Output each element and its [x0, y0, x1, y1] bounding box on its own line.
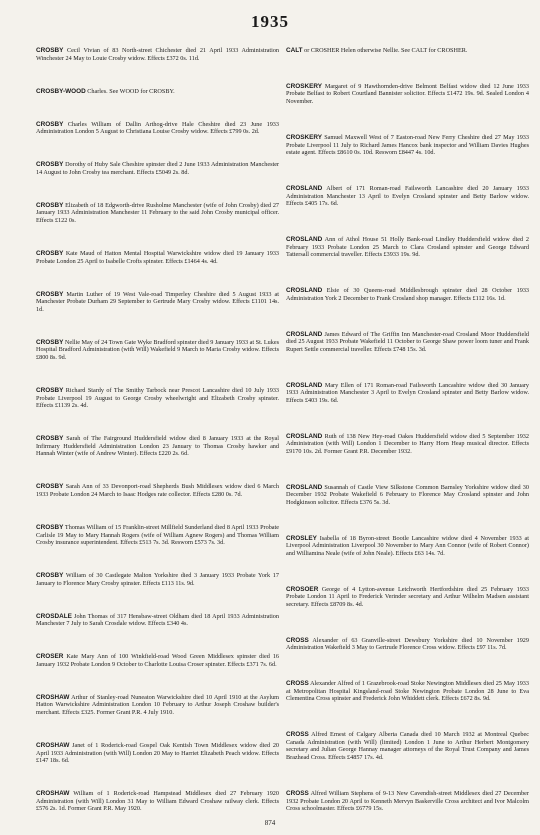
probate-entry: [286, 134, 529, 157]
entry-text: Richard Stardy of The Smithy Tarbock near Prescot Lancashire died 10 July 1933 Probate Liverpool 19 August to George Crosby wheelwright and Elizabeth Crosby spinster. Effects £1139 2s. 4d.: [36, 386, 280, 410]
entry-surname: CROSHAW: [36, 693, 70, 701]
probate-entry: [286, 586, 529, 609]
left-column: [36, 47, 279, 813]
probate-entry: [36, 161, 279, 176]
entry-surname: CROSBY: [36, 483, 64, 491]
entry-text: William of 1 Roderick-road Hampstead Middlesex died 27 February 1920 Administration (with Will) London 31 May to William Edward Croshaw railway clerk. Effects £576 2s. 1d. Former Grant P.R. May 1920.: [36, 790, 279, 813]
entry-text: or CROSHER Helen otherwise Nellie. See CALT for CROSHER.: [304, 47, 468, 54]
entry-surname: CROSBY: [36, 120, 64, 128]
entry-surname: CROSKERY: [286, 133, 322, 141]
entry-surname: CROSDALE: [36, 612, 72, 620]
entry-surname: CROSBY: [36, 201, 64, 209]
entry-surname: CROSHAW: [36, 790, 70, 798]
probate-entry: [286, 236, 529, 259]
probate-entry: [36, 694, 279, 717]
entry-text: Dorothy of Huby Sale Cheshire spinster died 2 June 1933 Administration Manchester 14 August to John Crosby tea merchant. Effects £5049 2s. 8d.: [36, 161, 279, 176]
entry-text: Alexander Alfred of 1 Grazebrook-road Stoke Newington Middlesex died 25 May 1933 at Metropolitan Hospital Kingsland-road Stoke Newington Probate London 28 June to Eva Clementina Cross spinster and Frederick John Whiddett clerk. Effects £672 8s. 9d.: [286, 680, 529, 703]
probate-entry: [36, 202, 279, 225]
entry-surname: CROSS: [286, 636, 309, 644]
entry-surname: CROSLAND: [286, 330, 323, 338]
entry-surname: CROSBY: [36, 290, 64, 298]
probate-entry: [286, 185, 529, 208]
probate-entry: [36, 291, 279, 314]
probate-entry: [36, 524, 279, 547]
entry-text: Kate Maud of Hatton Mental Hospital Warwickshire widow died 19 January 1933 Probate London 25 April to Isabelle Crofts spinster. Effects £1464 4s. 4d.: [36, 249, 280, 265]
entry-text: Thomas William of 15 Franklin-street Millfield Sunderland died 8 April 1933 Probate Carlisle 19 May to Mary Hannah Rogers (wife of William Agnew Rogers) and Thomas William Crosby insurance superintendent. Effects £513 7s. 3d. Resworn £573 7s. 3d.: [36, 523, 279, 547]
probate-entry: [286, 83, 529, 106]
entry-surname: CROSOER: [286, 585, 319, 593]
entry-text: Kate Mary Ann of 100 Winkfield-road Wood Green Middlesex spinster died 16 January 1932 Probate London 9 October to Charlotte Louisa Croser spinster. Effects £371 7s. 6d.: [36, 653, 280, 668]
entry-surname: CROSS: [286, 680, 309, 688]
entry-text: Alfred William Stephens of 9-13 New Cavendish-street Middlesex died 27 December 1932 Probate London 20 April to Kenneth Mervyn Baskerville Cross architect and Ivor Malcolm Cross schoolmaster. Effects £6779 15s.: [286, 789, 529, 813]
probate-entry: [286, 382, 529, 405]
entry-surname: CROSBY: [36, 161, 64, 169]
entry-text: Cecil Vivian of 83 North-street Chichester died 21 April 1933 Administration Winchester 24 May to Louie Crosby widow. Effects £372 0s. 11d.: [36, 47, 280, 62]
entry-text: William of 30 Castlegate Malton Yorkshire died 3 January 1933 Probate York 17 January to Florence Mary Crosby spinster. Effects £113 11s. 9d.: [36, 572, 279, 587]
entry-text: George of 4 Lytton-avenue Letchworth Hertfordshire died 25 February 1933 Probate London 11 April to Frederick Verinder secretary and Arthur Wilhelm Madsen assistant secretary. Effects £8709 8s. 4d.: [286, 585, 529, 608]
probate-entry: [286, 680, 529, 703]
entry-text: Isabella of 18 Byron-street Bootle Lancashire widow died 4 November 1933 at Liverpool Administration Liverpool 30 November to Mary Ann Connor (wife of Robert Connor) and Williamina Neale (wife of John Neale). Effects £63 14s. 7d.: [286, 534, 530, 557]
entry-surname: CROSBY: [36, 249, 64, 257]
probate-entry: [286, 47, 529, 55]
page-number: 874: [264, 819, 276, 827]
entry-surname: CROSLAND: [286, 236, 323, 243]
entry-surname: CROSBY: [36, 435, 64, 443]
entry-text: Ruth of 138 New Hey-road Oakes Huddersfield widow died 5 September 1932 Administration (with Will) London 1 December to Harry Horn Heap musical director. Effects £9170 10s. 2d. Former Grant P.R. December 1932.: [286, 432, 529, 455]
probate-entry: [36, 653, 279, 668]
entry-surname: CROSBY-WOOD: [36, 87, 86, 95]
probate-entry: [286, 637, 529, 652]
entry-text: Albert of 171 Roman-road Failsworth Lancashire died 20 January 1933 Administration Manchester 13 April to Evelyn Crosland spinster and Betty Barlow widow. Effects £405 17s. 6d.: [286, 184, 529, 208]
probate-entry: [286, 484, 529, 507]
probate-entry: [286, 731, 529, 761]
probate-entry: [36, 742, 279, 765]
entry-text: Elsie of 30 Queens-road Middlesbrough spinster died 28 October 1933 Administration York 2 December to Frank Crosland shop manager. Effects £112 16s. 1d.: [286, 287, 530, 302]
probate-entry: [36, 790, 279, 813]
entry-surname: CROSLAND: [286, 184, 323, 192]
entry-text: Arthur of Stanley-road Nuneaton Warwickshire died 10 April 1910 at the Asylum Hatton Warwickshire Administration London 10 February to Arthur Joseph Croshaw builder's merchant. Effects £325. Former Grant P.R. 4 July 1910.: [36, 693, 279, 717]
probate-entry: [36, 339, 279, 362]
entry-surname: CROSS: [286, 731, 309, 739]
entry-text: Charles William of Dallin Arthog-drive Hale Cheshire died 23 June 1933 Administration London 5 August to Christiana Louise Crosby widow. Effects £799 0s. 2d.: [36, 120, 279, 136]
entry-text: Nellie May of 24 Town Gate Wyke Bradford spinster died 9 January 1933 at St. Lukes Hospital Bradford Administration (with Will) Wakefield 9 March to Maria Crosby widow. Effects £800 8s. 9d.: [36, 338, 279, 361]
entry-text: Ann of Athol House 51 Holly Bank-road Lindley Huddersfield widow died 2 February 1933 Probate London 25 March to Clara Crosland spinster and George Edward Tattersall commercial traveller. Effects £3933 19s. 9d.: [286, 236, 529, 259]
entry-surname: CROSLEY: [286, 534, 317, 542]
entry-surname: CROSLAND: [286, 483, 323, 491]
probate-entry: [36, 613, 279, 628]
entry-surname: CROSBY: [36, 338, 64, 346]
entry-surname: CALT: [286, 47, 303, 54]
entry-surname: CROSER: [36, 653, 64, 661]
probate-entry: [286, 535, 529, 558]
probate-entry: [36, 435, 279, 458]
probate-entry: [286, 331, 529, 354]
probate-entry: [36, 47, 279, 62]
entry-surname: CROSBY: [36, 523, 64, 531]
entry-text: Alexander of 63 Granville-street Dewsbury Yorkshire died 10 November 1929 Administration Wakefield 3 May to Gertrude Florence Cross widow. Effects £97 11s. 7d.: [286, 636, 529, 652]
entry-surname: CROSLAND: [286, 287, 323, 295]
probate-entry: [36, 121, 279, 136]
entry-surname: CROSKERY: [286, 82, 322, 90]
entry-text: Sarah Ann of 33 Devonport-road Shepherds Bush Middlesex widow died 6 March 1933 Probate London 24 March to Isaac Hodges rate collector. Effects £280 0s. 7d.: [36, 483, 279, 498]
entry-surname: CROSHAW: [36, 742, 70, 750]
entry-text: Susannah of Castle View Silkstone Common Barnsley Yorkshire widow died 30 December 1932 Probate Wakefield 6 February to Florence May Crosland spinster and John Hodgkinson solicitor. Effects £376 5s. 3d.: [286, 483, 529, 506]
probate-entry: [36, 250, 279, 265]
entry-text: Mary Ellen of 171 Roman-road Failsworth Lancashire widow died 30 January 1933 Administration Manchester 3 April to Evelyn Crosland spinster and Betty Barlow widow. Effects £403 19s. 6d.: [286, 381, 530, 404]
entry-text: Alfred Ernest of Calgary Alberta Canada died 10 March 1932 at Montreal Quebec Canada Administration (with Will) (limited) London 1 June to Arthur Herbert Montgomery secretary and Julian George Hannay manager attorneys of the Royal Trust Company and James Brazhead Cross. Effects £4857 17s. 4d.: [286, 731, 529, 762]
probate-entry: [36, 572, 279, 587]
entry-text: Charles. See WOOD for CROSBY.: [87, 87, 175, 95]
entry-text: Janet of 1 Roderick-road Gospel Oak Kentish Town Middlesex widow died 20 April 1933 Administration (with Will) London 20 May to Harriet Elizabeth Peach widow. Effects £147 18s. 6d.: [36, 742, 280, 765]
entry-surname: CROSBY: [36, 386, 64, 394]
probate-entry: [286, 433, 529, 456]
entry-text: Samuel Maxwell West of 7 Easton-road New Ferry Cheshire died 27 May 1933 Probate Liverpool 11 July to Richard James Hancox bank inspector and William Davies Hughes estate agent. Effects £8610 0s. 10d. Resworn £8447 4s. 10d.: [286, 133, 529, 157]
probate-entry: [36, 387, 279, 410]
probate-entry: [286, 790, 529, 813]
entry-text: Sarah of The Fairground Huddersfield widow died 8 January 1933 at the Royal Infirmary Huddersfield Administration London 23 January to Thomas Crosby hawker and Hannah Winter (wife of Andrew Winter). Effects £220 2s. 6d.: [36, 435, 280, 458]
entry-surname: CROSLAND: [286, 381, 323, 389]
entry-surname: CROSBY: [36, 47, 64, 54]
entry-text: James Edward of The Griffin Inn Manchester-road Crosland Moor Huddersfield died 25 August 1933 Probate Wakefield 11 October to George Shaw power loom tuner and Frank Rupert Settle commercial traveller. Effects £748 15s. 3d.: [286, 330, 530, 353]
entry-surname: CROSBY: [36, 572, 64, 580]
entry-surname: CROSS: [286, 789, 309, 797]
entry-text: Elizabeth of 18 Edgworth-drive Rusholme Manchester (wife of John Crosby) died 27 January 1933 Administration Manchester 11 February to the said John Crosby municipal officer. Effects £122 0s.: [36, 201, 280, 224]
probate-entry: [36, 88, 279, 96]
entry-text: Margaret of 9 Hawthornden-drive Belmont Belfast widow died 12 June 1933 Probate Belfast to Robert Courtland Bannister solicitor. Effects £1472 19s. 9d. Sealed London 4 November.: [286, 82, 529, 106]
page-year-heading: 1935: [251, 12, 289, 31]
entry-text: Martin Luther of 19 West Vale-road Timperley Cheshire died 5 August 1933 at Manchester Probate Durham 29 September to Gertrude Mary Crosby widow. Effects £1101 14s. 1d.: [36, 290, 279, 313]
probate-entry: [286, 287, 529, 302]
entry-text: John Thomas of 317 Hensbaw-street Oldham died 18 April 1933 Administration Manchester 7 July to Sarah Crosdale widow. Effects £340 4s.: [36, 612, 279, 628]
entry-surname: CROSLAND: [286, 432, 323, 440]
probate-entry: [36, 483, 279, 498]
right-column: [286, 47, 529, 813]
